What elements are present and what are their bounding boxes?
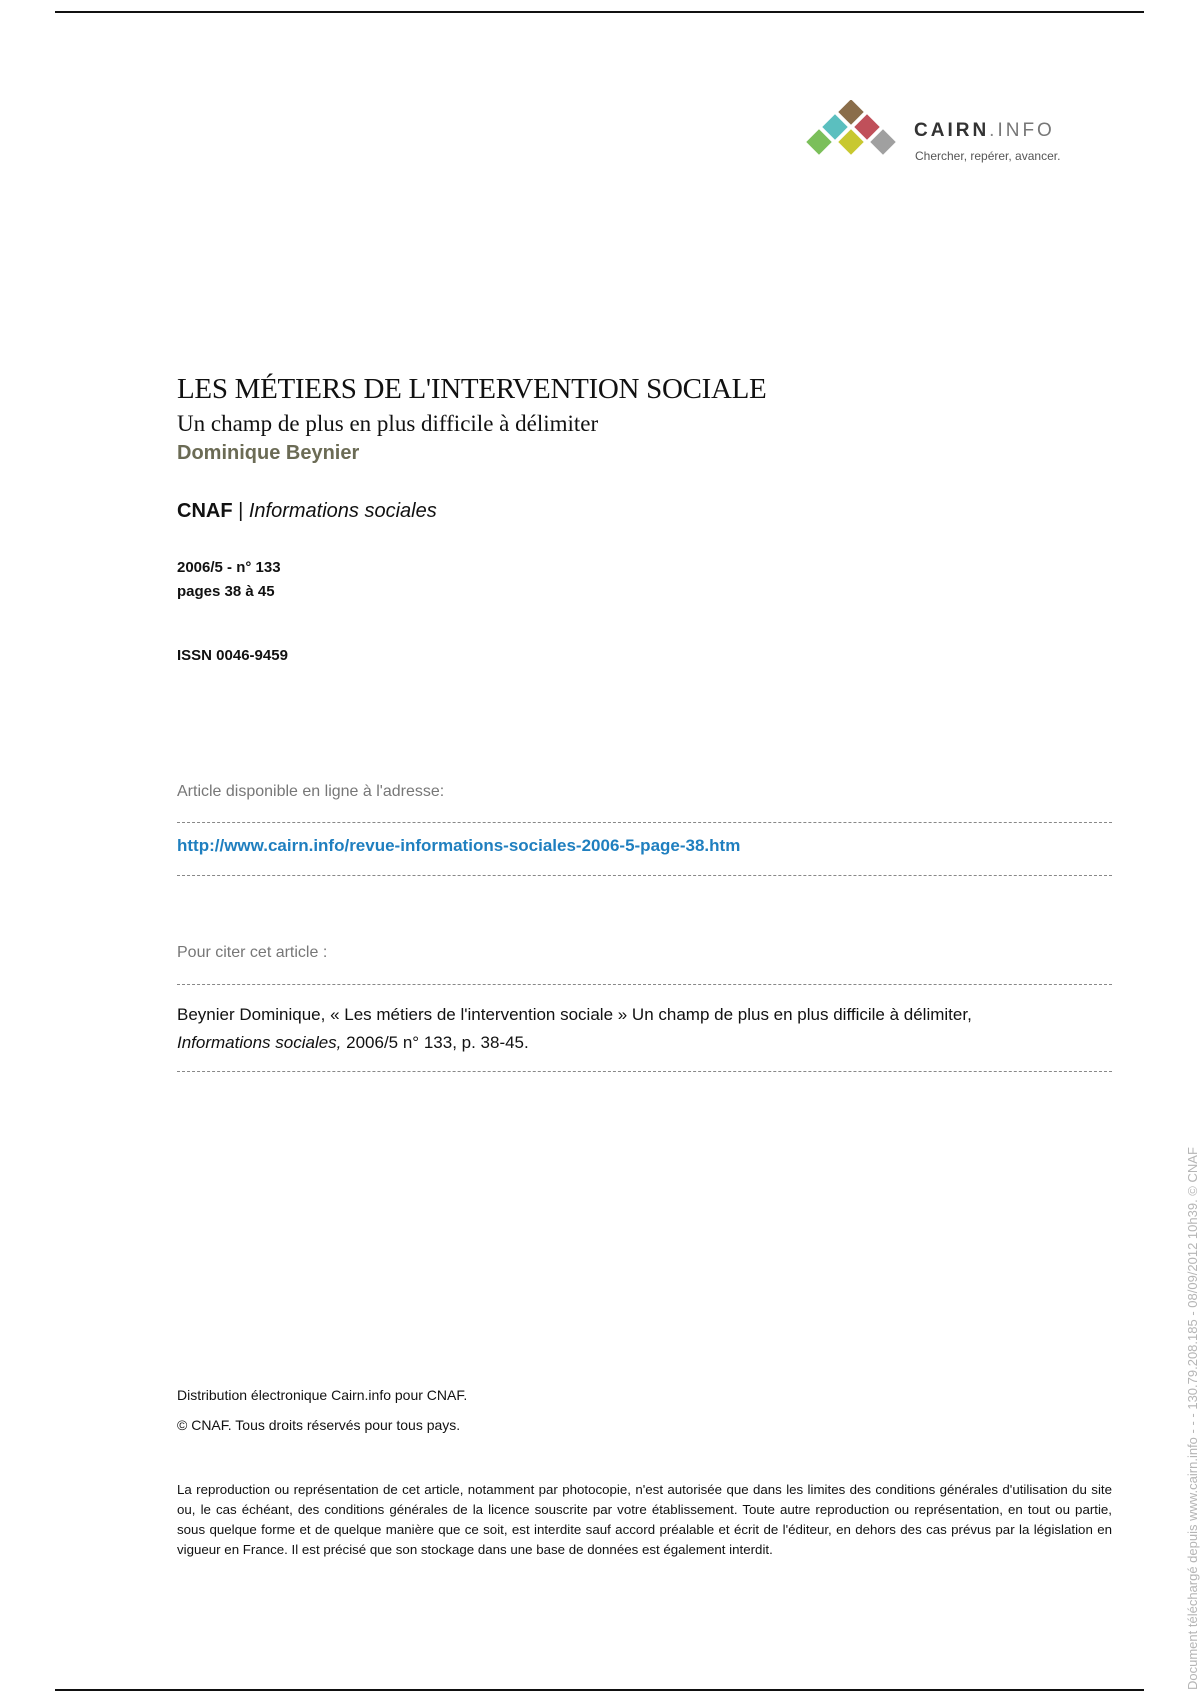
publisher-name: CNAF	[177, 500, 233, 522]
page-range: pages 38 à 45	[177, 583, 275, 600]
cairn-diamond-icon	[800, 100, 900, 170]
logo-diamond-gray	[870, 129, 895, 154]
dashed-divider	[177, 984, 1112, 985]
citation-ref: 2006/5 n° 133, p. 38-45.	[341, 1033, 529, 1052]
logo-diamond-yellow	[838, 129, 863, 154]
article-author: Dominique Beynier	[177, 442, 360, 464]
citation-text	[177, 1001, 1112, 1057]
dashed-divider	[177, 822, 1112, 823]
top-rule	[55, 11, 1144, 13]
download-watermark-text: Document téléchargé depuis www.cairn.info - - - 130.79.208.185 - 08/09/2012 10h39. © CNAF	[1185, 1147, 1200, 1690]
brand-main: CAIRN	[914, 120, 990, 141]
article-url-link[interactable]: http://www.cairn.info/revue-informations-sociales-2006-5-page-38.htm	[177, 836, 741, 855]
logo-diamond-green	[806, 129, 831, 154]
brand-tagline: Chercher, repérer, avancer.	[915, 149, 1061, 163]
citation-journal: Informations sociales,	[177, 1033, 342, 1052]
online-label: Article disponible en ligne à l'adresse:	[177, 783, 445, 800]
bottom-rule	[55, 1689, 1144, 1691]
legal-notice: La reproduction ou représentation de cet article, notamment par photocopie, n'est autorisée que dans les limites des conditions générales d'utilisation du site ou, le cas échéant, des conditions générales de la licence souscrite par votre établissement. Toute autre reproduction ou représentation, en tout ou partie, sous quelque forme et de quelque manière que ce soit, est interdite sauf accord préalable et écrit de l'éditeur, en dehors des cas prévus par la législation en vigueur en France. Il est précisé que son stockage dans une base de données est également interdit.	[177, 1482, 1112, 1557]
issue-number: 2006/5 - n° 133	[177, 559, 281, 576]
logo-diamond-red	[854, 114, 879, 139]
journal-name: Informations sociales	[248, 500, 437, 522]
article-title: LES MÉTIERS DE L'INTERVENTION SOCIALE	[177, 373, 767, 405]
cairn-logo[interactable]	[800, 100, 1100, 170]
dashed-divider	[177, 1071, 1112, 1072]
copyright-note: © CNAF. Tous droits réservés pour tous pays.	[177, 1417, 461, 1433]
issue-info	[177, 556, 1112, 604]
journal-line	[177, 500, 1112, 523]
dashed-divider	[177, 875, 1112, 876]
article-subtitle: Un champ de plus en plus difficile à délimiter	[177, 411, 599, 436]
distribution-note: Distribution électronique Cairn.info pour CNAF.	[177, 1387, 468, 1403]
brand-name	[914, 120, 1055, 142]
brand-info: INFO	[997, 120, 1055, 141]
logo-diamond-teal	[822, 114, 847, 139]
citation-main: Beynier Dominique, « Les métiers de l'intervention sociale » Un champ de plus en plus difficile à délimiter,	[177, 1005, 972, 1024]
logo-diamond-brown	[838, 100, 863, 125]
brand-dot: .	[989, 120, 998, 141]
cite-label: Pour citer cet article :	[177, 944, 328, 961]
issn: ISSN 0046-9459	[177, 647, 288, 664]
journal-separator: |	[238, 500, 244, 522]
